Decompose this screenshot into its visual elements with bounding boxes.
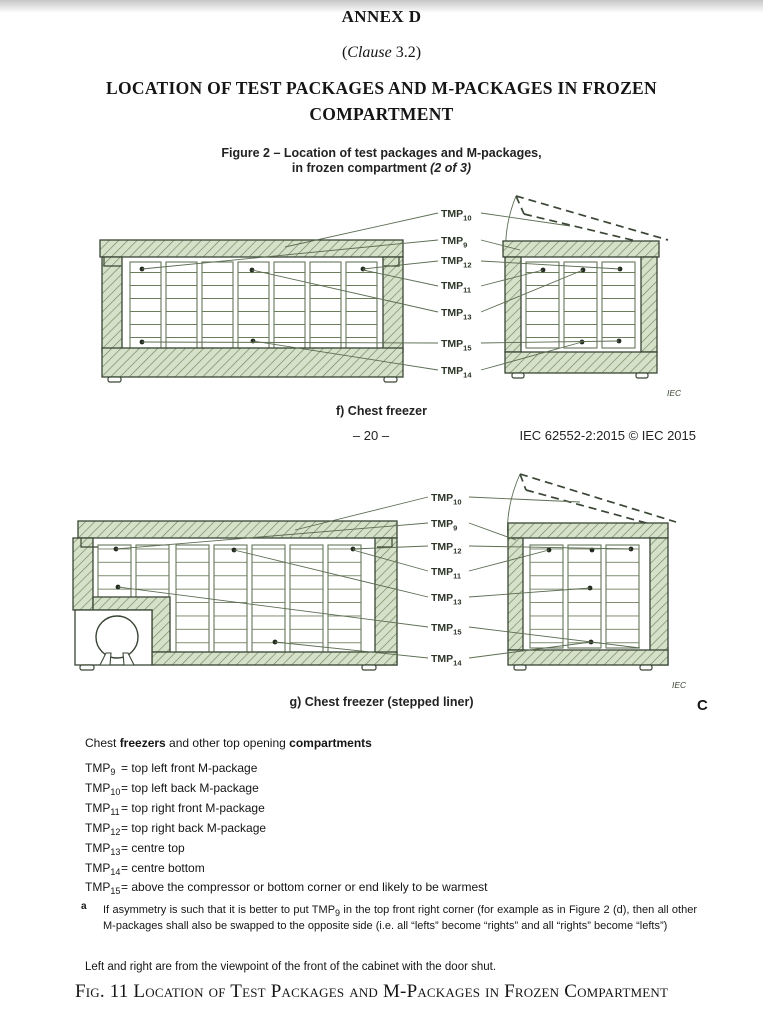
package-column	[98, 545, 131, 597]
tmp-label: $TMP_{13}$	[431, 592, 462, 607]
page-title-line1: LOCATION OF TEST PACKAGES AND M-PACKAGES IN FROZEN	[106, 78, 657, 98]
tmp-definition-row: $TMP_{10}=$ top left back M-package	[85, 780, 259, 797]
end-view	[503, 196, 668, 378]
package-column	[274, 262, 305, 348]
foot	[384, 377, 397, 382]
figure-caption	[0, 146, 763, 175]
tmp-label: $TMP_{15}$	[441, 338, 472, 353]
page-title	[0, 75, 763, 127]
right-wall	[641, 257, 657, 352]
package-column	[166, 262, 197, 348]
notes-heading: Chest freezers and other top opening compartments	[85, 736, 372, 750]
package-column	[346, 262, 377, 348]
package-column	[290, 545, 323, 652]
package-column	[238, 262, 269, 348]
tmp-label: $TMP_{11}$	[441, 280, 472, 295]
tmp-label: $TMP_{12}$	[441, 255, 472, 270]
tmp-definition-row: $TMP_{11}=$ top right front M-package	[85, 800, 265, 817]
tmp-label: $TMP_{10}$	[441, 208, 472, 223]
package-column	[564, 262, 597, 348]
margin-letter: C	[697, 697, 708, 714]
viewpoint-note: Left and right are from the viewpoint of the front of the cabinet with the door shut.	[85, 961, 497, 973]
front-view	[100, 240, 403, 382]
annex-title: ANNEX D	[341, 7, 422, 26]
subfigure-f-caption: f) Chest freezer	[336, 404, 427, 418]
package-column	[568, 545, 601, 648]
lid	[100, 240, 403, 257]
lid	[508, 523, 668, 538]
package-column	[602, 262, 635, 348]
right-wall	[650, 538, 668, 665]
left-wall	[102, 257, 122, 352]
page-title-line2: COMPARTMENT	[309, 104, 454, 124]
diagram-chest-freezer-f	[90, 188, 700, 400]
tmp-definitions	[85, 759, 488, 898]
package-column	[526, 262, 559, 348]
tmp-label: $TMP_9$	[441, 235, 468, 250]
right-wall	[383, 257, 403, 352]
foot	[80, 665, 94, 670]
tmp-labels	[441, 208, 472, 380]
package-columns	[130, 262, 377, 348]
tmp-labels	[431, 492, 462, 668]
foot	[512, 373, 524, 378]
tmp-label: $TMP_{11}$	[431, 566, 462, 581]
lid	[503, 241, 659, 257]
tmp-label: $TMP_{14}$	[431, 653, 462, 668]
tmp-definition-row: $TMP_{15}=$ above the compressor or bottom corner or end likely to be warmest	[85, 880, 488, 897]
diagram-chest-freezer-stepped-g	[60, 462, 710, 692]
iec-mark: IEC	[672, 680, 687, 690]
bottom-wall	[508, 650, 668, 665]
tmp-label: $TMP_{10}$	[431, 492, 462, 507]
foot	[636, 373, 648, 378]
compressor-compartment	[75, 610, 152, 665]
foot	[108, 377, 121, 382]
end-view	[508, 474, 677, 670]
tmp-definition-row: $TMP_{13}=$ centre top	[85, 840, 185, 857]
foot	[362, 665, 376, 670]
tmp-label: $TMP_9$	[431, 518, 458, 533]
tmp-label: $TMP_{15}$	[431, 622, 462, 637]
tmp-definition-row: $TMP_{14}=$ centre bottom	[85, 860, 205, 877]
tmp-label: $TMP_{13}$	[441, 307, 472, 322]
left-wall	[505, 257, 521, 352]
document-reference: IEC 62552-2:2015 © IEC 2015	[519, 428, 696, 443]
package-columns	[530, 545, 639, 648]
package-column	[136, 545, 169, 597]
package-column	[214, 545, 247, 652]
tmp-label: $TMP_{12}$	[431, 541, 462, 556]
open-lid-dashed	[520, 474, 676, 529]
footnote-marker: a	[81, 901, 87, 912]
clause-reference: (Clause 3.2)	[341, 44, 422, 61]
page-number: – 20 –	[352, 428, 390, 443]
package-column	[202, 262, 233, 348]
page-footer-caption: Fig. 11 Location of Test Packages and M-Packages in Frozen Compartment	[75, 981, 669, 1002]
package-column	[530, 545, 563, 648]
tmp-label: $TMP_{14}$	[441, 365, 472, 380]
package-columns	[526, 262, 635, 348]
front-view	[73, 521, 397, 670]
figure-caption-line1: Figure 2 – Location of test packages and M-packages,	[221, 146, 542, 160]
bottom-wall	[505, 352, 657, 373]
tmp-definition-row: $TMP_{12}=$ top right back M-package	[85, 820, 267, 837]
iec-mark: IEC	[667, 388, 682, 398]
foot	[514, 665, 526, 670]
compressor	[96, 616, 138, 658]
package-column	[310, 262, 341, 348]
package-column	[606, 545, 639, 648]
foot	[640, 665, 652, 670]
bottom-wall	[102, 348, 403, 377]
footnote-text: If asymmetry is such that it is better to put $TMP_9$ in the top front right corner (for example as in Figure 2 (d), then all other M-packages shall also be swapped to the opposite side (i.e. all “lefts” become “rights” and all “rights” become “lefts”)	[103, 904, 697, 932]
bottom-wall	[152, 652, 397, 665]
subfigure-g-caption: g) Chest freezer (stepped liner)	[289, 695, 474, 709]
figure-caption-line2: in frozen compartment (2 of 3)	[291, 160, 472, 175]
left-wall	[73, 538, 93, 610]
tmp-definition-row: $TMP_9$ = top left front M-package	[85, 761, 258, 777]
package-column	[130, 262, 161, 348]
package-column	[328, 545, 361, 652]
